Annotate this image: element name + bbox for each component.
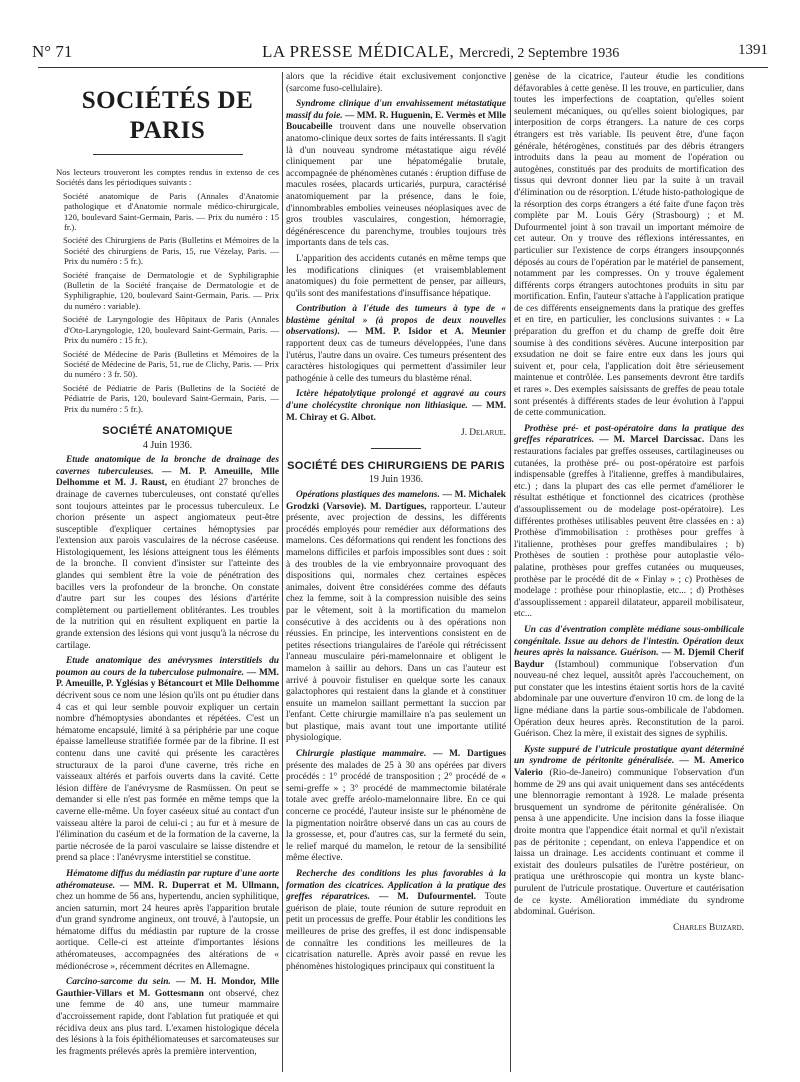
article <box>286 389 506 424</box>
article-title: Carcino-sarcome du sein. <box>66 977 171 988</box>
continued-text: genèse de la cicatrice, l'auteur étudie les conditions défavorables à cette genèse. Il les trouve, en particulier, dans toutes les imperfections de coaptation, qu'elles soient seulement mécaniques, ou qu'elles soient biologiques, par interposition de corps étrangers. La nature de ces corps étrangers est très variable. Ils peuvent être, d'une façon générale, hétérogènes, constitués par des débris étrangers introduits dans la peau au moment de l'opération ou autogènes, constitués par des produits de mortification des tissus qui devront donner lieu par la suite à un travail d'élimination ou de résorption. L'étude histo-pathologique de la résorption des corps étrangers a été faite d'une façon très complète par M. Louis Géry (Strasbourg) ; et M. Dufourmentel joint à son travail un important mémoire de cet auteur. On y trouve des réflexions intéressantes, en particulier sur l'existence de corps étrangers insoupçonnés déposés au cours de l'opération par le matériel de pansement, notamment par les compresses. On y trouve également différents corps étrangers autochtones produits in situ par mortification. Enfin, l'auteur s'attache à l'application pratique de ces différents enseignements dans la pratique des greffes et en tire, en particulier, les conclusions suivantes : « La préparation du greffon et du champ de greffe doit être soumise à des conditions sévères. Aucune interposition par exsudation ne doit se faire entre eux dans les jours qui suivent et, pour cela, l'application doit être sérieusement maintenue et contrôlée. Les pansements devront être tardifs et rares ». Des exemples saisissants de greffes de peau totale sont présentés à différents stades de leur évolution à l'appui de cette communication. <box>514 72 744 419</box>
intro-item: Société française de Dermatologie et de Syphiligraphie (Bulletin de la Société française de Dermatologie et de Syphiligraphie, 120, boulevard Saint-Germain, Paris. — Prix du numéro : variable). <box>63 269 279 311</box>
section-title: SOCIÉTÉ ANATOMIQUE <box>102 424 233 437</box>
article-authors: — MM. R. Duperrat et M. Ullmann, <box>119 880 279 891</box>
intro-item: Société de Laryngologie des Hôpitaux de Paris (Annales d'Oto-Laryngologie, 120, boulevard Saint-Germain, Paris. — Prix du numéro : 15 fr.). <box>63 314 279 346</box>
article-text: ont observé, chez une femme de 40 ans, une tumeur mammaire d'accroissement rapide, dont l'ablation fut pratiquée et qui récidiva deux ans plus tard. L'examen histologique décela des lésions à la fois épithéliomateuses et sarcomateuses sur les fragments prélevés après la première intervention, <box>56 988 279 1057</box>
article <box>286 869 506 973</box>
article-text: (Istamboul) communique l'observation d'un nouveau-né chez lequel, aussitôt après l'accouchement, on put constater que les intestins étaient sortis hors de la cavité abdominale par une ouverture d'environ 10 cm. de long de la ligne médiane dans la partie sous-ombilicale de l'abdomen. Opération deux heures après. Reconstitution de la paroi. Guérison. Chez la mère, il existait des signes de syphilis. <box>514 659 744 740</box>
article-title: Kyste suppuré de l'utricule prostatique ayant déterminé un syndrome de péritonite généralisée. <box>514 744 744 767</box>
column-2 <box>286 72 506 1072</box>
article-text: décrivent sous ce nom une lésion qu'ils ont pu étudier dans 4 cas et qui leur semble pouvoir expliquer un certain nombre d'hémoptysies abondantes et répétées. C'est un hématome encapsulé, limité à sa périphérie par une coque épaisse lamelleuse stratifiée formée par de la fibrine. Il est contenu dans une cavité qui présente les caractères structuraux de la paroi d'une caverne, très riche en vaisseaux altérés et parfois ouverts dans la cavité. Cette lésion diffère de l'anévrysme de Rasmüssen. On peut se demander si elle n'est pas formée en même temps que la caverne elle-même. Un foyer caséeux situé au contact d'un vaisseau altère la paroi de celui-ci ; au fur et à mesure de l'élimination du caséum et de la formation de la caverne, la partie nécrosée de la paroi vasculaire se laisse distendre et prend sa place : l'anévrysme interstitiel se constitue. <box>56 691 279 864</box>
article-title: Etude anatomique des anévrysmes interstitiels du poumon au cours de la tuberculose pulmonaire. <box>56 656 279 678</box>
article-title: Opérations plastiques des mamelons. <box>296 490 440 500</box>
article-text: Toute guérison de plaie, toute réunion de suture reproduit en petit un processus de greffe. Pour établir les conditions les meilleures de prise des greffes, il est donc indispensable de connaître les conditions les meilleures de la cicatrisation naturelle. Après avoir passé en revue les phénomènes histologiques principaux qui constituent la <box>286 892 506 972</box>
article-authors: — M. Americo Valerio <box>514 756 744 779</box>
article <box>56 977 279 1058</box>
article-title: Prothèse pré- et post-opératoire dans la pratique des greffes réparatrices. <box>514 423 744 446</box>
journal-title <box>262 42 619 62</box>
article-title: Recherche des conditions les plus favorables à la formation des cicatrices. Application à la pratique des greffes réparatrices. <box>286 869 506 903</box>
article-title: Ictère hépatolytique prolongé et aggravé au cours d'une cholécystite chronique non lithiasique. <box>286 389 506 412</box>
intro-notice <box>56 167 279 414</box>
column-1 <box>56 72 279 1072</box>
section-title: SOCIÉTÉ DES CHIRURGIENS DE PARIS <box>287 459 505 472</box>
article <box>514 424 744 621</box>
page-number: 1391 <box>738 42 768 58</box>
header-rule <box>38 67 768 68</box>
article <box>514 745 744 919</box>
page-header <box>32 42 768 64</box>
intro-lead: Nos lecteurs trouveront les comptes rendus in extenso de ces Sociétés dans les périodiques suivants : <box>56 167 279 188</box>
column-3 <box>514 72 744 1072</box>
article-authors: — MM. P. Ameuille, P. Yglésias y Bétancourt et Mlle Delhomme <box>56 667 279 690</box>
page-title: SOCIÉTÉS DE PARIS <box>81 87 254 144</box>
article-text: rapporteur. L'auteur présente, avec projection de dessins, les différents procédés employés pour remédier aux déformations des mamelons. Ces déformations qui rendent les fonctions des mamelons difficiles et parfois impossibles sont dues : soit à des troubles de la vie embryonnaire provoquant des dispositions qui, normales chez certaines espèces animales, doivent être considérées comme des défauts chez la femme, soit à la compression nuisible des seins par le vêtement, soit à la mortification du mamelon consécutive à des accidents ou à des opérations non réussies. En principe, les interventions consistent en de petites résections triangulaires de l'aréole qui rétrécissent l'anneau musculaire péri-mamelonnaire et obligent le mamelon à saillir au dehors. Dans un cas l'auteur est arrivé à pouvoir fistuliser en quelque sorte les canaux galactophores qui restaient dans la glande et à constituer ensuite un mamelon saillant permettant la succion par l'enfant. Cette chirurgie mamillaire n'a pas seulement un but plastique, mais avant tout une importante utilité physiologique. <box>286 501 506 744</box>
section-date: 19 Juin 1936. <box>368 474 424 486</box>
article-authors: — MM. P. Isidor et A. Meunier <box>347 327 506 338</box>
intro-item: Société des Chirurgiens de Paris (Bulletins et Mémoires de la Société des chirurgiens de Paris, 15, rue Vézelay, Paris. — Prix du numéro : 5 fr.). <box>63 235 279 267</box>
journal-name: LA PRESSE MÉDICALE, <box>262 42 455 61</box>
article-text: (Rio-de-Janeiro) communique l'observation d'un homme de 29 ans qui avait uniquement dans ses antécédents une blennorragie remontant à 1928. Le malade présenta brusquement un syndrome de péritonite généralisée. On pensa à une appendicite. Une incision dans la fosse iliaque droite montra que l'appendice était normal et qu'il n'existait pas de péritonite ; cependant, on enleva l'appendice et on laissa un drainage. Les accidents continuant et comme il existait des douleurs pulsatiles de l'urètre postérieur, on pratiqua une uréthroscopie qui montra un kyste blanc-purulent de l'utricule prostatique. Ouverture et cautérisation de ce kyste. Amélioration immédiate du syndrome abdominal. Guérison. <box>514 768 744 918</box>
article-text: Dans les restaurations faciales par greffes osseuses, cartilagineuses ou cutanées, la prothèse pré- ou post-opératoire est parfois indispensable (greffes à l'italienne, greffes à mandibulaires, etc.) ; dans la plupart des cas elle permet d'améliorer le résultat esthétique et fonctionnel des cicatrices (prothèse d'assouplissement ou de modelage post-opératoire). Les différentes prothèses utilisables peuvent être classées en : a) Prothèse d'immobilisation : prothèses pour greffes à l'italienne, prothèses pour greffes mandibulaires ; b) Prothèses de soutien : prothèse pour autoplastie vélo-palatine, prothèses pour greffes cutanées ou muqueuses, prothèse par le procédé dit de « Finlay » ; c) Prothèses de modelage : prothèse pour rhinoplastie, etc... ; d) Prothèses d'assouplissement : appareil dilatateur, appareil mobilisateur, etc... <box>514 435 744 620</box>
article-text: rapportent deux cas de tumeurs développées, l'une dans l'utérus, l'autre dans un ovaire. Ces tumeurs présentent des caractères histologiques qui permettent d'assimiler leur pathogénie à celle des tumeurs du blastème rénal. <box>286 339 506 384</box>
article-title: Contribution à l'étude des tumeurs à type de « blastème génital » (à propos de deux nouvelles observations). <box>286 304 506 338</box>
intro-item: Société de Pédiatrie de Paris (Bulletins de la Société de Pédiatrie de Paris, 120, boulevard Saint-Germain, Paris. — Prix du numéro : 5 fr.). <box>63 382 279 414</box>
article-authors: — M. Dufourmentel. <box>378 892 477 903</box>
article-text: trouvent dans une nouvelle observation anatomo-clinique deux sortes de faits intéressants. Il s'agit là d'un nouveau syndrome métastatique aigu révélé cliniquement par une hépatomégalie brutale, accompagnée de phénomènes cutanés : éruption diffuse de macules rosées, placards urticariés, purpura, caractérisé anatomiquement par la présence, dans le foie, d'innombrables embolies veineuses néoplasiques avec de gros troubles vasculaires, congestion, hémorragie, dégénérescence du parenchyme, troubles toujours très importants dans de tels cas. <box>286 122 506 249</box>
issue-date: Mercredi, 2 Septembre 1936 <box>459 46 620 61</box>
article-authors: — M. Dartigues <box>433 749 506 760</box>
article-title: Chirurgie plastique mammaire. <box>296 749 427 760</box>
issue-number: N° 71 <box>32 42 73 61</box>
title-rule <box>93 154 243 155</box>
article-paragraph: L'apparition des accidents cutanés en même temps que les modifications cliniques (et vraisemblablement anatomiques) du foie permettent de penser, par ailleurs, qu'ils sont des manifestations d'insuffisance hépatique. <box>286 253 506 299</box>
article-title: Syndrome clinique d'un envahissement métastatique massif du foie. <box>286 99 506 121</box>
article-title: Hématome diffus du médiastin par rupture d'une aorte athéromateuse. <box>56 868 279 891</box>
article-authors: — M. H. Mondor, Mlle Gauthier-Villars et M. Gottesmann <box>56 977 279 999</box>
column-separator <box>282 72 283 1072</box>
article <box>286 490 506 745</box>
article-authors: — M. Michalek Grodzki (Varsovie). M. Dartigues, <box>286 490 506 512</box>
article-authors: — M. P. Ameuille, Mlle Delhomme et M. J. Raust, <box>56 466 279 489</box>
article-title: Etude anatomique de la bronche de drainage des cavernes tuberculeuses. <box>56 455 279 477</box>
article-text: présente des malades de 25 à 30 ans opérées par divers procédés : 1° procédé de transposition ; 2° procédé de « semi-greffe » ; 3° procédé de mammectomie bilatérale totale avec greffe aréolo-mamelonnaire libre. En ce qui concerne ce procédé, l'auteur insiste sur le phénomène de la pigmentation noirâtre observé dans un cas au cours de la grossesse, et, pour d'autres cas, sur la fermeté du sein, le relief marqué du mamelon, le retour de la sensibilité même élective. <box>286 760 506 864</box>
article <box>286 99 506 250</box>
article-text: en étudiant 27 bronches de drainage de cavernes tuberculeuses, ont constaté qu'elles sont toujours atteintes par le processus tuberculeux. Le chorion présente un aspect angiomateux peut-être susceptible d'expliquer certaines hémoptysies par l'extension aux parois vasculaires de la nécrose caséeuse. Histologiquement, les lésions atteignent tous les éléments de la bronche. Il convient d'insister sur l'atteinte des glandes qui semblent être la voie de pénétration des bacilles vers la profondeur de la bronche. On constate d'autre part sur les coupes des lésions d'artérite complètement ou partiellement oblitérantes. Les troubles de la nutrition qui en résultent expliquent en partie la grande extension des lésions qui vont jusqu'à la nécrose du cartilage. <box>56 478 279 651</box>
article-authors: — MM. M. Chiray et G. Albot. <box>286 401 506 423</box>
signature: Charles Buizard. <box>673 922 744 933</box>
article <box>56 656 279 865</box>
article-authors: — M. Marcel Darcissac. <box>599 435 705 446</box>
article <box>286 304 506 385</box>
intro-item: Société anatomique de Paris (Annales d'Anatomie pathologique et d'Anatomie normale médico-chirurgicale, 120, boulevard Saint-Germain, Paris. — Prix du numéro : 15 fr.). <box>63 190 279 233</box>
article-authors: — M. Djemil Cherif Baydur <box>514 648 744 670</box>
continued-text: alors que la récidive était exclusivement conjonctive (sarcome fuso-cellulaire). <box>286 72 506 94</box>
article-text: chez un homme de 56 ans, hypertendu, ancien syphilitique, ancien saturnin, mort 24 heures après l'apparition brutale d'un grand syndrome angineux, ont trouvé, à l'autopsie, un hématome diffus du médiastin par rupture de la crosse aortique. Celle-ci est atteinte d'importantes lésions athéromateuses, accompagnées des altérations de « médionécrose », récemment décrites en Allemagne. <box>56 892 279 972</box>
intro-item: Société de Médecine de Paris (Bulletins et Mémoires de la Société de Médecine de Paris, 51, rue de Clichy, Paris. — Prix du numéro : 3 fr. 50). <box>63 348 279 380</box>
article <box>56 869 279 973</box>
section-date: 4 Juin 1936. <box>142 439 193 451</box>
article <box>286 749 506 865</box>
article <box>514 625 744 741</box>
signature: J. Delarue. <box>460 428 506 439</box>
column-separator <box>510 72 511 1072</box>
article-title: Un cas d'éventration complète médiane sous-ombilicale congénitale. Issue au dehors de l'intestin. Opération deux heures après la naissance. Guérison. <box>514 624 744 659</box>
article-authors: — MM. R. Huguenin, E. Vermès et Mlle Boucabeille <box>286 110 506 133</box>
section-rule <box>371 448 421 449</box>
article <box>56 455 279 652</box>
